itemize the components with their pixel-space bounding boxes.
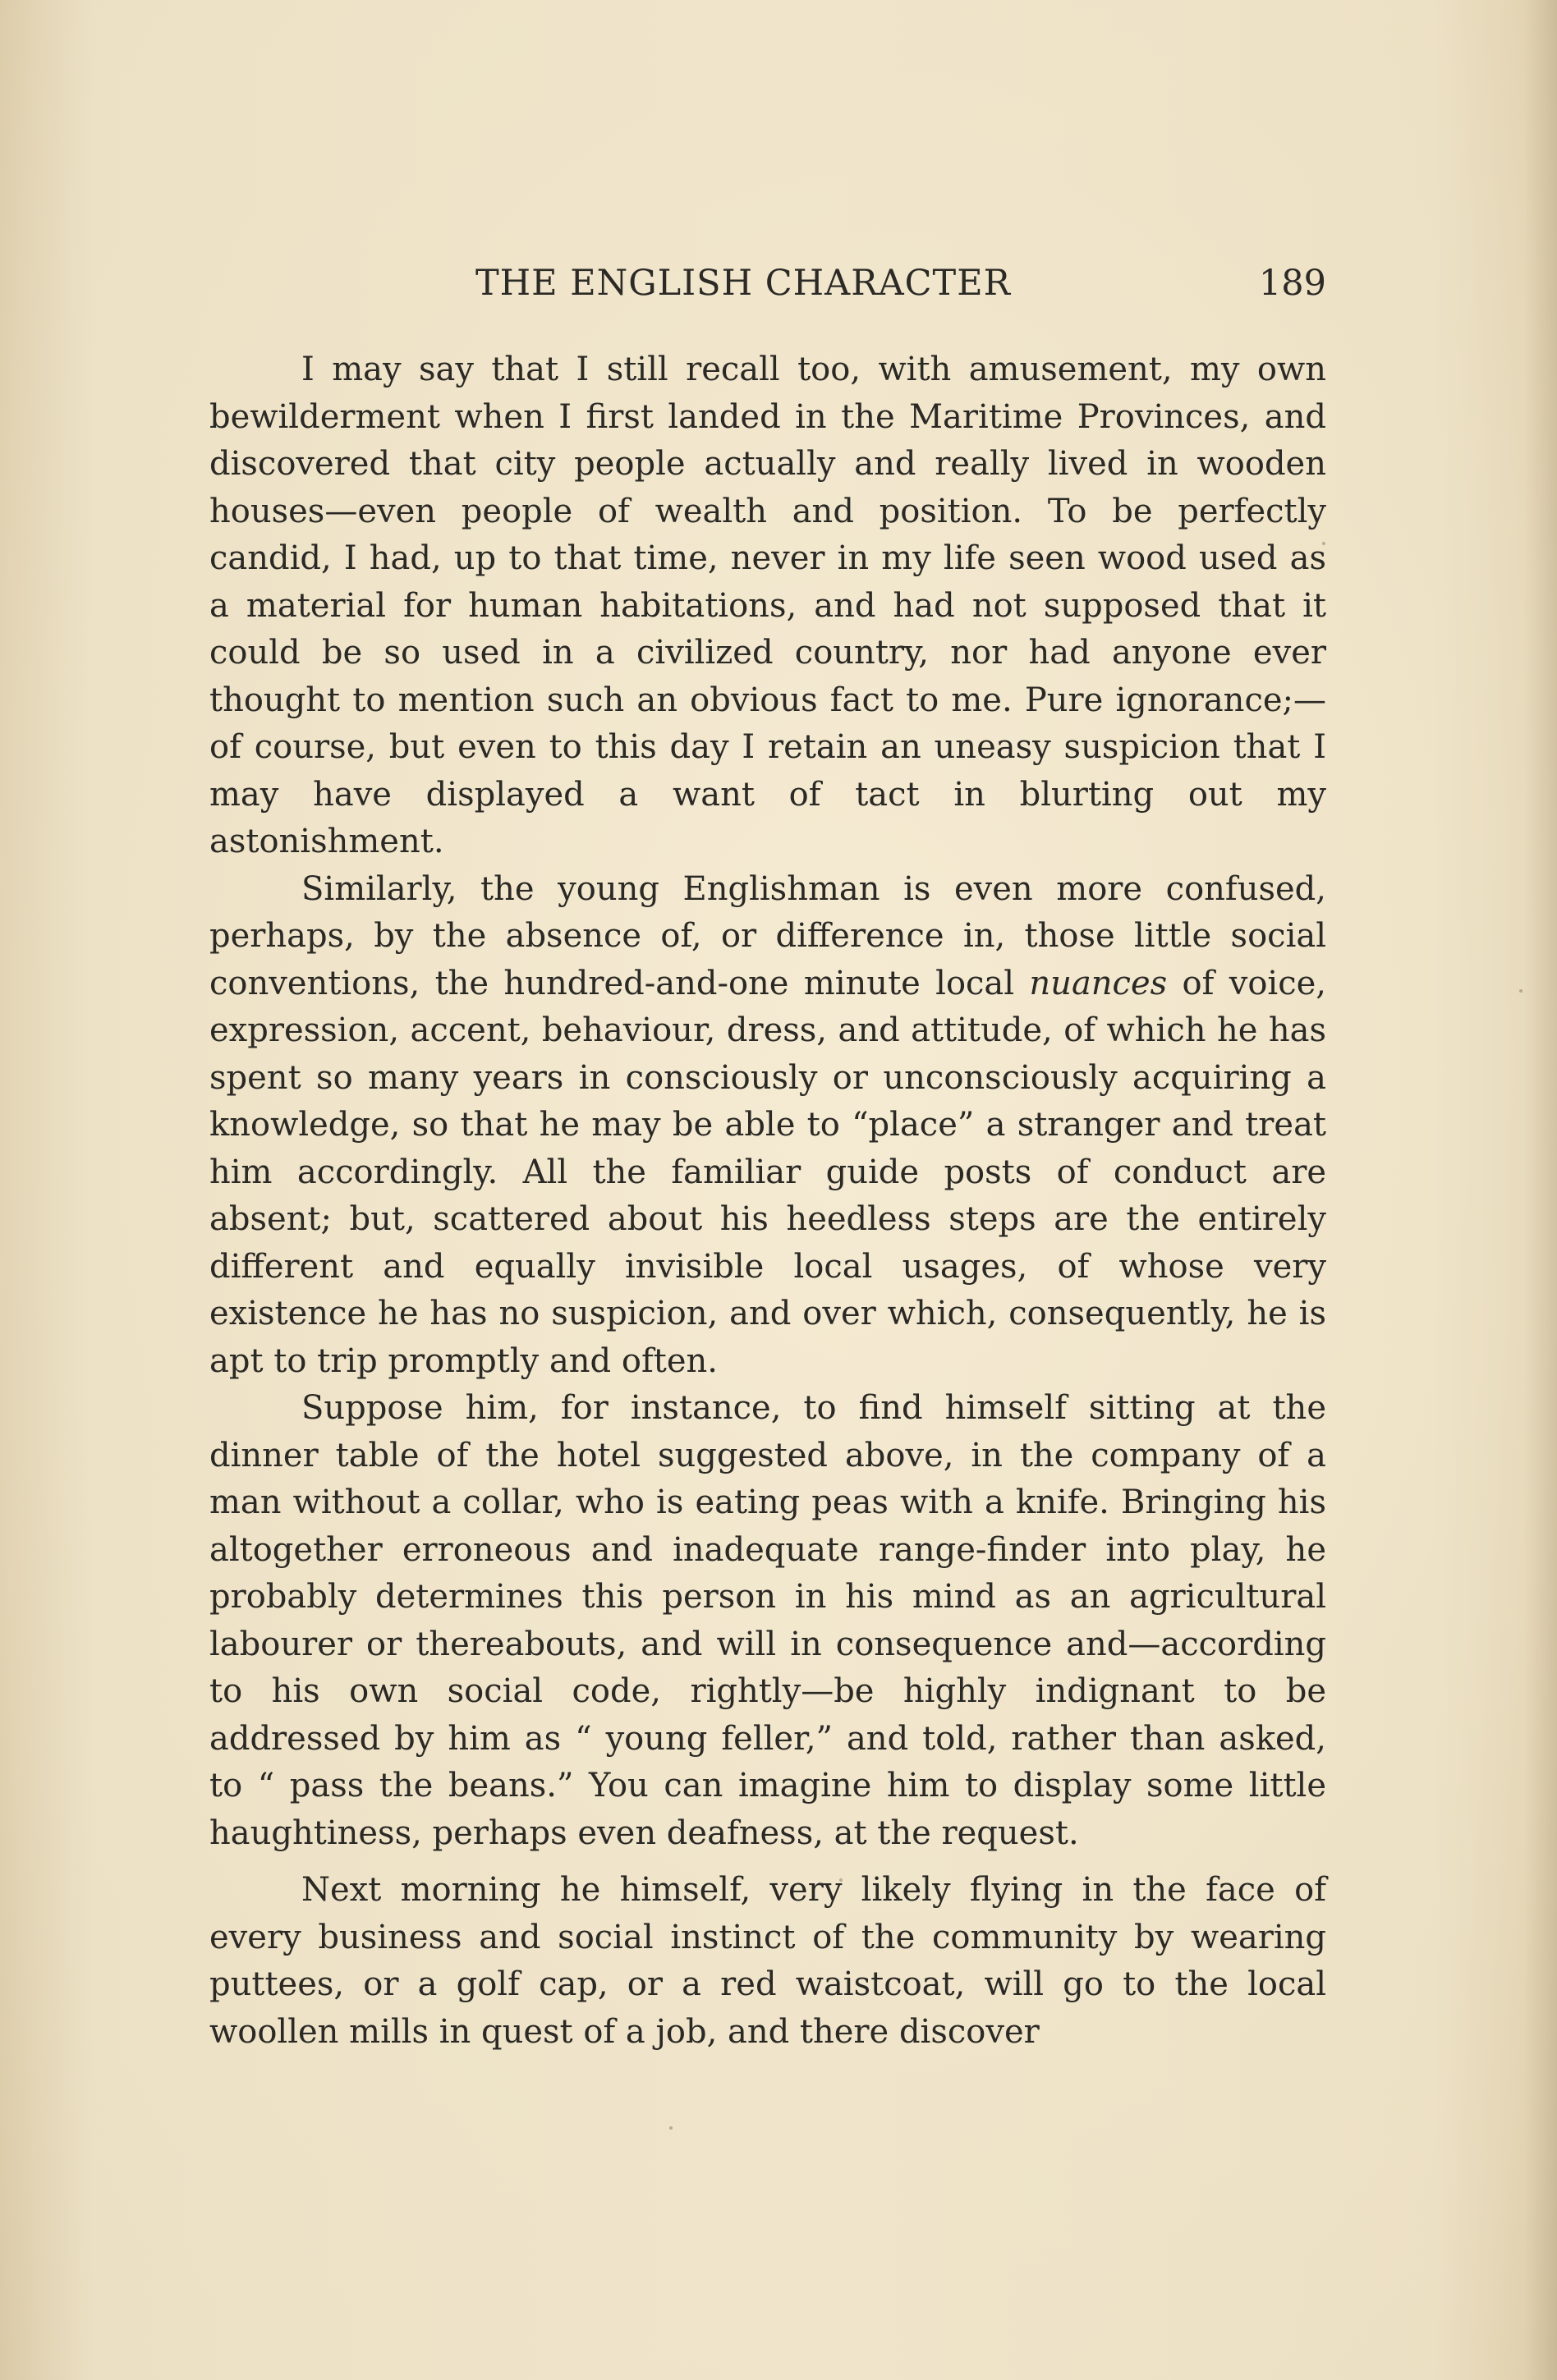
paper-speck xyxy=(839,1878,843,1882)
page-number: 189 xyxy=(1258,263,1326,304)
paragraph-2-part-1: Similarly, the young Englishman is even more confused, perhaps, by the absence of, or difference in, those little social conventions, the hundred-and-one minute local xyxy=(209,869,1326,1002)
running-head xyxy=(209,263,1326,320)
body-text xyxy=(209,346,1326,2056)
paper-speck xyxy=(669,2126,673,2130)
paragraph-2 xyxy=(209,866,1326,1386)
paragraph-4: Next morning he himself, very likely flying in the face of every business and social instinct of the community by wearing puttees, or a golf cap, or a red waistcoat, will go to the local woollen mills in quest of a job, and there discover xyxy=(209,1871,1326,2051)
paragraph-3: Suppose him, for instance, to find himself sitting at the dinner table of the hotel suggested above, in the company of a man without a collar, who is eating peas with a knife. Bringing his altogether erroneous and inadequate range-finder into play, he probably determines this person in his mind as an agricultural labourer or thereabouts, and will in consequence and—according to his own social code, rightly—be highly indignant to be addressed by him as “ young feller,” and told, rather than asked, to “ pass the beans.” You can imagine him to display some little haughtiness, perhaps even deafness, at the request. xyxy=(209,1389,1326,1852)
paper-speck xyxy=(1519,989,1523,993)
paragraph-2-part-2: of voice, expression, accent, behaviour, dress, and attitude, of which he has spent so many years in consciously or unconsciously acquiring a knowledge, so that he may be able to “place” a stranger and treat him accordingly. All the familiar guide posts of conduct are absent; but, scattered about his heedless steps are the entirely different and equally invisible local usages, of whose very existence he has no suspicion, and over which, consequently, he is apt to trip promptly and often. xyxy=(209,964,1326,1380)
running-title: THE ENGLISH CHARACTER xyxy=(475,263,1011,304)
italic-nuances: nuances xyxy=(1029,964,1168,1002)
paragraph-1: I may say that I still recall too, with amusement, my own bewilderment when I first landed in the Maritime Provinces, and discovered that city people actually and really lived in wooden houses—even people of wealth and position. To be perfectly candid, I had, up to that time, never in my life seen wood used as a material for human habitations, and had not supposed that it could be so used in a civilized country, nor had anyone ever thought to mention such an obvious fact to me. Pure ignorance;—of course, but even to this day I retain an uneasy suspicion that I may have displayed a want of tact in blurting out my astonishment. xyxy=(209,351,1326,860)
paper-speck xyxy=(1322,542,1325,545)
